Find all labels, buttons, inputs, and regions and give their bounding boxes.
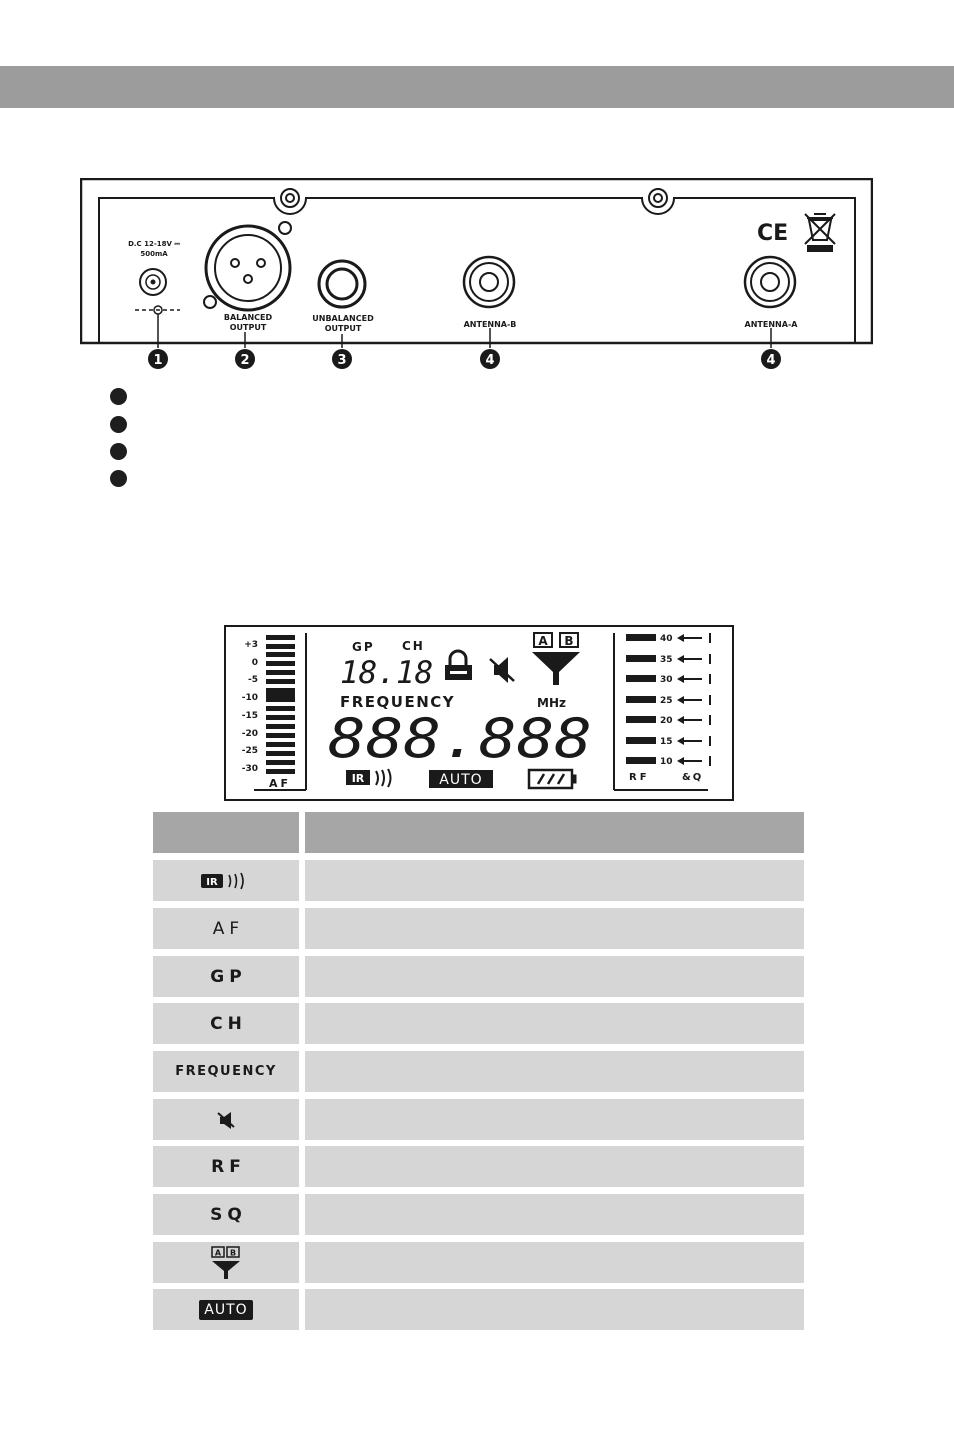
antenna-a-connector <box>745 257 795 307</box>
auto-indicator <box>429 770 493 788</box>
lcd-gp-ch-digits: 18.18 <box>340 655 434 691</box>
table-row <box>153 860 804 901</box>
svg-text:RF: RF <box>629 772 650 783</box>
lcd-frequency-label: FREQUENCY <box>340 693 456 711</box>
svg-text:&Q: &Q <box>682 772 704 783</box>
symbol-cell <box>153 908 299 949</box>
ch-symbol: CH <box>210 1013 247 1034</box>
mute-speaker-icon <box>216 1110 236 1130</box>
header-cell-symbol <box>153 812 299 853</box>
af-symbol: AF <box>212 918 245 939</box>
table-row <box>153 908 804 949</box>
table-row <box>153 1051 804 1092</box>
symbol-cell <box>153 1194 299 1235</box>
symbol-cell <box>153 956 299 997</box>
dc-rating-label: D.C 12-18V ⎓ <box>128 240 180 248</box>
table-row <box>153 1242 804 1283</box>
table-row <box>153 1146 804 1187</box>
svg-text:1: 1 <box>153 353 163 368</box>
symbol-cell <box>153 860 299 901</box>
description-cell <box>305 1099 804 1140</box>
table-row <box>153 1194 804 1235</box>
lcd-gp-label: GP <box>352 640 375 654</box>
svg-text:A: A <box>214 1248 222 1257</box>
description-cell <box>305 1003 804 1044</box>
dc-power-jack <box>135 269 180 314</box>
callout-4-antenna-a <box>761 349 781 369</box>
ir-sync-icon <box>346 769 391 787</box>
svg-text:-25: -25 <box>241 746 258 756</box>
balanced-output-label: BALANCED <box>223 313 273 322</box>
diversity-antenna-icon <box>211 1246 241 1280</box>
ir-sync-icon <box>201 870 251 892</box>
description-cell <box>305 1051 804 1092</box>
weee-bin-icon <box>805 214 835 251</box>
svg-text:B: B <box>564 634 574 648</box>
unbalanced-output-label-2: OUTPUT <box>324 324 362 333</box>
description-cell <box>305 956 804 997</box>
unbalanced-output-label: UNBALANCED <box>312 314 374 323</box>
svg-text:IR: IR <box>351 772 365 785</box>
table-row <box>153 956 804 997</box>
svg-text:4: 4 <box>766 353 776 368</box>
svg-text:15: 15 <box>660 737 673 747</box>
dc-current-label: 500mA <box>140 250 168 258</box>
svg-text:20: 20 <box>660 716 673 726</box>
svg-text:10: 10 <box>660 757 673 767</box>
svg-text:B: B <box>229 1248 237 1257</box>
list-bullet <box>110 388 127 405</box>
unbalanced-output-jack <box>319 261 365 307</box>
svg-text:AF: AF <box>268 777 292 790</box>
svg-text:2: 2 <box>240 353 250 368</box>
lcd-ch-label: CH <box>402 639 425 653</box>
svg-text:25: 25 <box>660 696 673 706</box>
svg-text:4: 4 <box>485 353 495 368</box>
svg-text:A: A <box>538 634 548 648</box>
sq-symbol: SQ <box>210 1204 247 1225</box>
description-cell <box>305 908 804 949</box>
list-bullet <box>110 443 127 460</box>
section-header-bar <box>0 66 954 108</box>
lcd-frequency-digits: 888.888 <box>328 707 592 770</box>
header-cell-description <box>305 812 804 853</box>
svg-text:0: 0 <box>251 658 258 668</box>
list-bullet <box>110 470 127 487</box>
auto-symbol: AUTO <box>199 1300 252 1320</box>
table-row <box>153 1099 804 1140</box>
description-cell <box>305 1242 804 1283</box>
svg-text:+3: +3 <box>244 640 258 650</box>
svg-text:-20: -20 <box>241 729 258 739</box>
description-cell <box>305 1194 804 1235</box>
receiver-rear-panel-diagram <box>80 178 873 374</box>
table-header-row <box>153 812 804 853</box>
svg-text:-15: -15 <box>241 711 258 721</box>
svg-text:IR: IR <box>206 876 218 888</box>
gp-symbol: GP <box>210 966 247 987</box>
rf-symbol: RF <box>211 1156 246 1177</box>
symbol-cell <box>153 1051 299 1092</box>
balanced-output-label-2: OUTPUT <box>229 323 267 332</box>
svg-text:3: 3 <box>337 353 347 368</box>
xlr-balanced-output-connector <box>204 222 291 310</box>
frequency-symbol: FREQUENCY <box>175 1064 277 1079</box>
lcd-mhz-label: MHz <box>537 696 566 710</box>
callout-2 <box>235 349 255 369</box>
antenna-b-connector <box>464 257 514 307</box>
svg-text:-5: -5 <box>248 675 258 685</box>
symbol-cell <box>153 1146 299 1187</box>
symbol-cell <box>153 1242 299 1283</box>
antenna-a-label: ANTENNA-A <box>744 320 798 329</box>
table-row <box>153 1003 804 1044</box>
callout-1 <box>148 349 168 369</box>
lcd-display-diagram <box>224 625 734 801</box>
svg-text:AUTO: AUTO <box>439 772 483 788</box>
symbol-cell <box>153 1003 299 1044</box>
list-bullet <box>110 416 127 433</box>
description-cell <box>305 860 804 901</box>
description-cell <box>305 1289 804 1330</box>
antenna-b-label: ANTENNA-B <box>463 320 517 329</box>
callout-4-antenna-b <box>480 349 500 369</box>
ce-mark: CE <box>757 221 789 246</box>
table-row <box>153 1289 804 1330</box>
callout-3 <box>332 349 352 369</box>
symbol-cell <box>153 1289 299 1330</box>
svg-text:30: 30 <box>660 675 673 685</box>
svg-text:40: 40 <box>660 634 673 644</box>
svg-text:35: 35 <box>660 655 673 665</box>
svg-text:-30: -30 <box>241 764 258 774</box>
symbol-cell <box>153 1099 299 1140</box>
description-cell <box>305 1146 804 1187</box>
svg-text:-10: -10 <box>241 693 258 703</box>
